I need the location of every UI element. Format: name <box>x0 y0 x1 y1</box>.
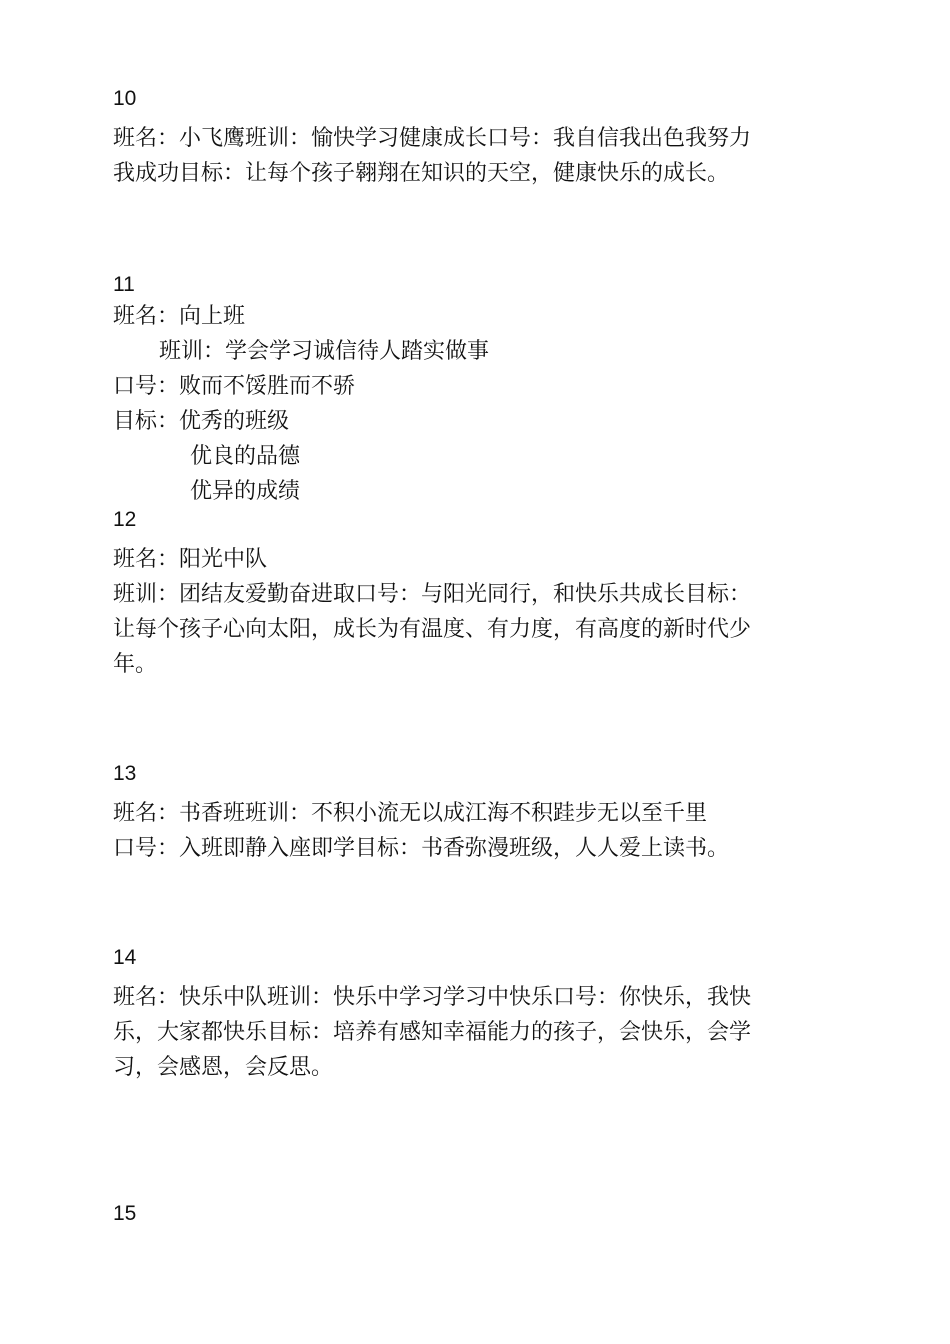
section-number: 11 <box>113 273 135 296</box>
section-text-line: 班名：向上班 <box>113 304 246 329</box>
section-text-line: 目标：优秀的班级 <box>113 409 290 434</box>
section-text-line: 年。 <box>113 652 158 677</box>
section-text-line: 口号：入班即静入座即学目标：书香弥漫班级，人人爱上读书。 <box>113 836 730 861</box>
section-number: 10 <box>113 87 137 110</box>
section-text-line: 班训：团结友爱勤奋进取口号：与阳光同行，和快乐共成长目标： <box>113 582 752 607</box>
section-text-line: 乐，大家都快乐目标：培养有感知幸福能力的孩子，会快乐，会学 <box>113 1020 752 1045</box>
section-number: 15 <box>113 1202 137 1225</box>
section-number: 13 <box>113 762 137 785</box>
section-number: 12 <box>113 508 137 531</box>
section-text-line: 班名：小飞鹰班训：愉快学习健康成长口号：我自信我出色我努力 <box>113 126 752 151</box>
section-number: 14 <box>113 946 137 969</box>
section-text-line: 优异的成绩 <box>190 479 301 504</box>
section-text-line: 我成功目标：让每个孩子翱翔在知识的天空，健康快乐的成长。 <box>113 161 730 186</box>
section-text-line: 让每个孩子心向太阳，成长为有温度、有力度，有高度的新时代少 <box>113 617 752 642</box>
section-text-line: 优良的品德 <box>190 444 301 469</box>
section-text-line: 班名：阳光中队 <box>113 547 268 572</box>
section-text-line: 班名：书香班班训：不积小流无以成江海不积跬步无以至千里 <box>113 801 708 826</box>
section-text-line: 班训：学会学习诚信待人踏实做事 <box>159 339 490 364</box>
section-text-line: 习，会感恩，会反思。 <box>113 1055 334 1080</box>
section-text-line: 口号：败而不馁胜而不骄 <box>113 374 356 399</box>
section-text-line: 班名：快乐中队班训：快乐中学习学习中快乐口号：你快乐，我快 <box>113 985 752 1010</box>
